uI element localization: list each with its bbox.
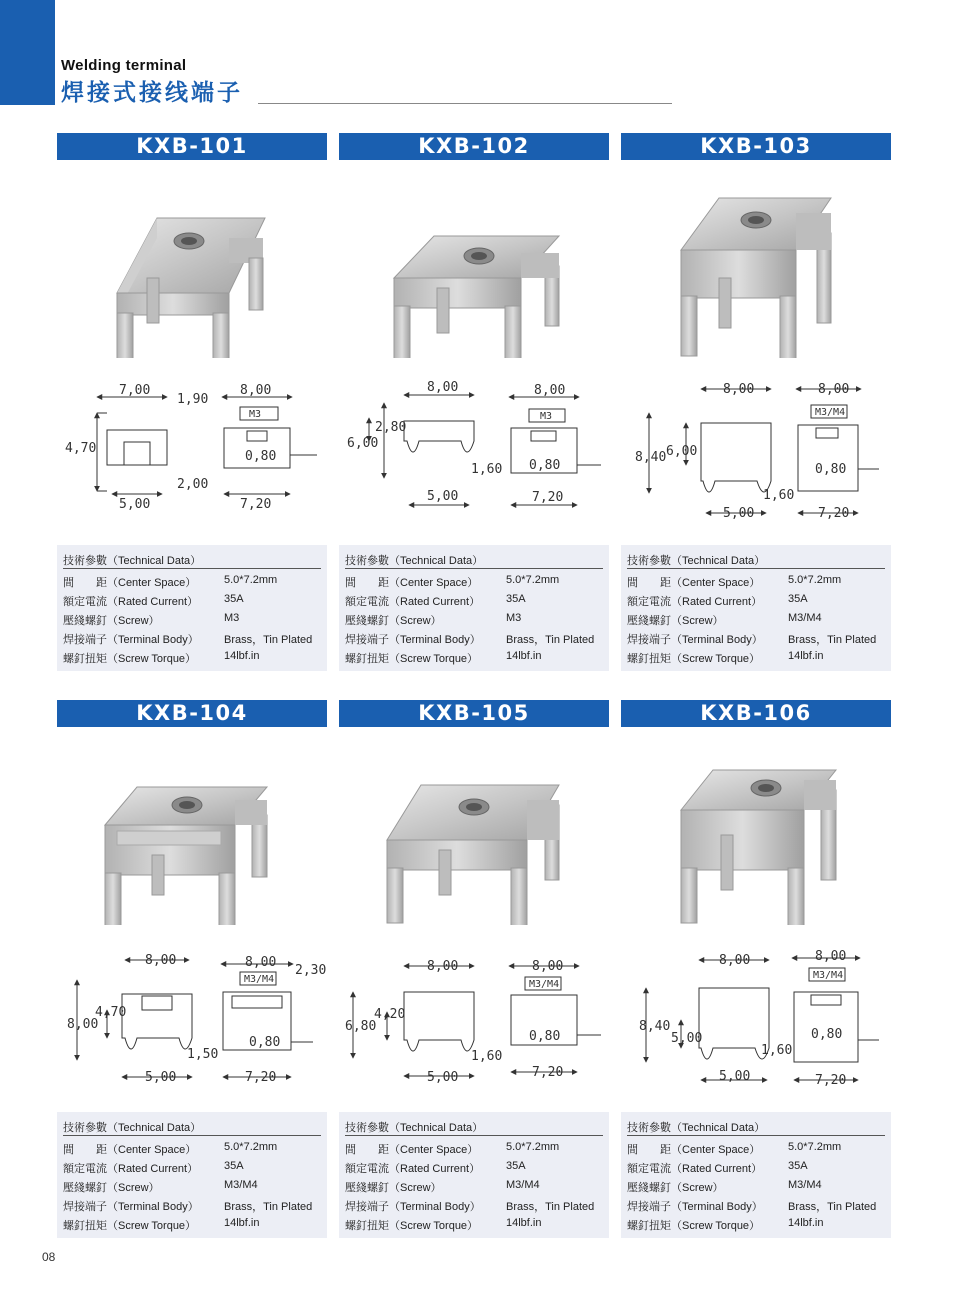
screw-tag: M3/M4 <box>815 407 846 418</box>
dimension-drawing <box>339 940 609 1090</box>
tech-divider <box>627 568 885 569</box>
tech-divider <box>63 1135 321 1136</box>
technical-data-panel <box>339 545 609 671</box>
row-terminal-body: 焊接端子（Terminal Body） Brass，Tin Plated <box>345 634 595 646</box>
technical-data-panel <box>339 1112 609 1238</box>
product-photo <box>641 178 871 358</box>
dimension-drawing <box>621 373 891 523</box>
page-title-en: Welding terminal <box>61 57 187 74</box>
side-color-bar <box>0 0 55 105</box>
dim-height: 6,00 <box>347 436 379 451</box>
dim-width: 7,00 <box>119 383 151 398</box>
dim-width: 8,00 <box>723 382 755 397</box>
tech-title: 技術參數（Technical Data） <box>63 1122 202 1134</box>
product-photo <box>77 745 307 925</box>
technical-data-panel <box>57 545 327 671</box>
row-screw-torque: 螺釘扭矩（Screw Torque） 14lbf.in <box>63 1217 260 1232</box>
dim-height: 8,40 <box>635 450 667 465</box>
row-rated-current: 額定電流（Rated Current） 35A <box>63 1160 244 1175</box>
row-terminal-body: 焊接端子（Terminal Body） Brass，Tin Plated <box>63 1201 313 1213</box>
dim-pin-span: 7,20 <box>532 490 564 505</box>
product-title: KXB-102 <box>339 133 609 160</box>
dim-height: 4,70 <box>65 441 97 456</box>
dim-thickness: 0,80 <box>529 1029 561 1044</box>
dim-height: 8,00 <box>67 1017 99 1032</box>
dim-width: 8,00 <box>427 959 459 974</box>
row-screw-torque: 螺釘扭矩（Screw Torque） 14lbf.in <box>63 650 260 665</box>
tech-title: 技術參數（Technical Data） <box>345 555 484 567</box>
row-screw-torque: 螺釘扭矩（Screw Torque） 14lbf.in <box>345 650 542 665</box>
row-rated-current: 額定電流（Rated Current） 35A <box>345 1160 526 1175</box>
row-center-space: 間 距（Center Space） 5.0*7.2mm <box>63 574 278 589</box>
dim-pin-span: 7,20 <box>240 497 272 512</box>
technical-data-panel <box>621 1112 891 1238</box>
dim-width: 8,00 <box>719 953 751 968</box>
dim-slot: 2,00 <box>177 477 209 492</box>
row-center-space: 間 距（Center Space） 5.0*7.2mm <box>627 574 842 589</box>
page-title-cn: 焊接式接线端子 <box>61 79 243 105</box>
technical-data-panel <box>621 545 891 671</box>
row-terminal-body: 焊接端子（Terminal Body） Brass，Tin Plated <box>627 1201 877 1213</box>
dim-height: 6,80 <box>345 1019 377 1034</box>
row-center-space: 間 距（Center Space） 5.0*7.2mm <box>63 1141 278 1156</box>
row-center-space: 間 距（Center Space） 5.0*7.2mm <box>627 1141 842 1156</box>
dim-pin-span: 7,20 <box>818 506 850 521</box>
screw-tag: M3/M4 <box>813 970 844 981</box>
product-photo <box>359 178 589 358</box>
dim-notch: 1,60 <box>763 488 795 503</box>
dim-inner: 4,20 <box>374 1007 406 1022</box>
dim-depth: 8,00 <box>815 949 847 964</box>
row-screw: 壓綫螺釘（Screw） M3 <box>63 612 240 627</box>
dim-inner: 4,70 <box>95 1005 127 1020</box>
dim-thickness: 0,80 <box>811 1027 843 1042</box>
row-rated-current: 額定電流（Rated Current） 35A <box>63 593 244 608</box>
dim-pin-span: 7,20 <box>532 1065 564 1080</box>
screw-tag: M3/M4 <box>244 974 275 985</box>
dim-top: 2,80 <box>375 420 407 435</box>
screw-tag: M3 <box>249 409 262 420</box>
dim-thickness: 0,80 <box>245 449 277 464</box>
tech-title: 技術參數（Technical Data） <box>345 1122 484 1134</box>
product-photo <box>77 178 307 358</box>
row-rated-current: 額定電流（Rated Current） 35A <box>627 593 808 608</box>
dim-notch: 1,60 <box>471 1049 503 1064</box>
tech-title: 技術參數（Technical Data） <box>63 555 202 567</box>
row-terminal-body: 焊接端子（Terminal Body） Brass，Tin Plated <box>345 1201 595 1213</box>
dim-notch: 1,50 <box>187 1047 219 1062</box>
row-screw: 壓綫螺釘（Screw） M3 <box>345 612 522 627</box>
dim-thickness: 0,80 <box>815 462 847 477</box>
dim-pitch: 5,00 <box>719 1069 751 1084</box>
dim-pin-span: 7,20 <box>245 1070 277 1085</box>
row-screw: 壓綫螺釘（Screw） M3/M4 <box>627 1179 822 1194</box>
dim-depth: 8,00 <box>245 955 277 970</box>
screw-tag: M3 <box>540 411 553 422</box>
row-screw-torque: 螺釘扭矩（Screw Torque） 14lbf.in <box>345 1217 542 1232</box>
tech-divider <box>63 568 321 569</box>
tech-divider <box>345 568 603 569</box>
page-number: 08 <box>42 1250 56 1264</box>
dimension-drawing <box>339 373 609 523</box>
tech-divider <box>627 1135 885 1136</box>
tech-divider <box>345 1135 603 1136</box>
row-rated-current: 額定電流（Rated Current） 35A <box>627 1160 808 1175</box>
dim-depth: 8,00 <box>534 383 566 398</box>
dim-depth: 8,00 <box>240 383 272 398</box>
dim-depth: 8,00 <box>532 959 564 974</box>
title-divider <box>258 103 672 104</box>
row-screw-torque: 螺釘扭矩（Screw Torque） 14lbf.in <box>627 1217 824 1232</box>
dim-height: 8,40 <box>639 1019 671 1034</box>
row-screw: 壓綫螺釘（Screw） M3/M4 <box>63 1179 258 1194</box>
tech-title: 技術參數（Technical Data） <box>627 555 766 567</box>
row-terminal-body: 焊接端子（Terminal Body） Brass，Tin Plated <box>63 634 313 646</box>
dim-width: 8,00 <box>427 380 459 395</box>
row-center-space: 間 距（Center Space） 5.0*7.2mm <box>345 1141 560 1156</box>
product-title: KXB-101 <box>57 133 327 160</box>
dim-inner: 6,00 <box>666 444 698 459</box>
technical-data-panel <box>57 1112 327 1238</box>
dim-pitch: 5,00 <box>427 489 459 504</box>
dim-gap: 2,30 <box>295 963 327 978</box>
dim-notch: 1,60 <box>761 1043 793 1058</box>
dim-gap: 1,90 <box>177 392 209 407</box>
row-screw: 壓綫螺釘（Screw） M3/M4 <box>345 1179 540 1194</box>
product-photo <box>359 745 589 925</box>
product-title: KXB-105 <box>339 700 609 727</box>
dim-notch: 1,60 <box>471 462 503 477</box>
row-screw: 壓綫螺釘（Screw） M3/M4 <box>627 612 822 627</box>
product-title: KXB-104 <box>57 700 327 727</box>
screw-tag: M3/M4 <box>529 979 560 990</box>
dimension-drawing <box>57 373 327 523</box>
dim-depth: 8,00 <box>818 382 850 397</box>
row-screw-torque: 螺釘扭矩（Screw Torque） 14lbf.in <box>627 650 824 665</box>
dim-pin-span: 7,20 <box>815 1073 847 1088</box>
dimension-drawing <box>621 940 891 1090</box>
product-photo <box>641 745 871 925</box>
dim-width: 8,00 <box>145 953 177 968</box>
dim-thickness: 0,80 <box>529 458 561 473</box>
dim-pitch: 5,00 <box>723 506 755 521</box>
product-title: KXB-106 <box>621 700 891 727</box>
dim-pitch: 5,00 <box>145 1070 177 1085</box>
row-terminal-body: 焊接端子（Terminal Body） Brass，Tin Plated <box>627 634 877 646</box>
dim-thickness: 0,80 <box>249 1035 281 1050</box>
row-center-space: 間 距（Center Space） 5.0*7.2mm <box>345 574 560 589</box>
product-title: KXB-103 <box>621 133 891 160</box>
dim-inner: 5,00 <box>671 1031 703 1046</box>
dim-pitch: 5,00 <box>427 1070 459 1085</box>
tech-title: 技術參數（Technical Data） <box>627 1122 766 1134</box>
dimension-drawing <box>57 940 327 1090</box>
row-rated-current: 額定電流（Rated Current） 35A <box>345 593 526 608</box>
dim-pitch: 5,00 <box>119 497 151 512</box>
